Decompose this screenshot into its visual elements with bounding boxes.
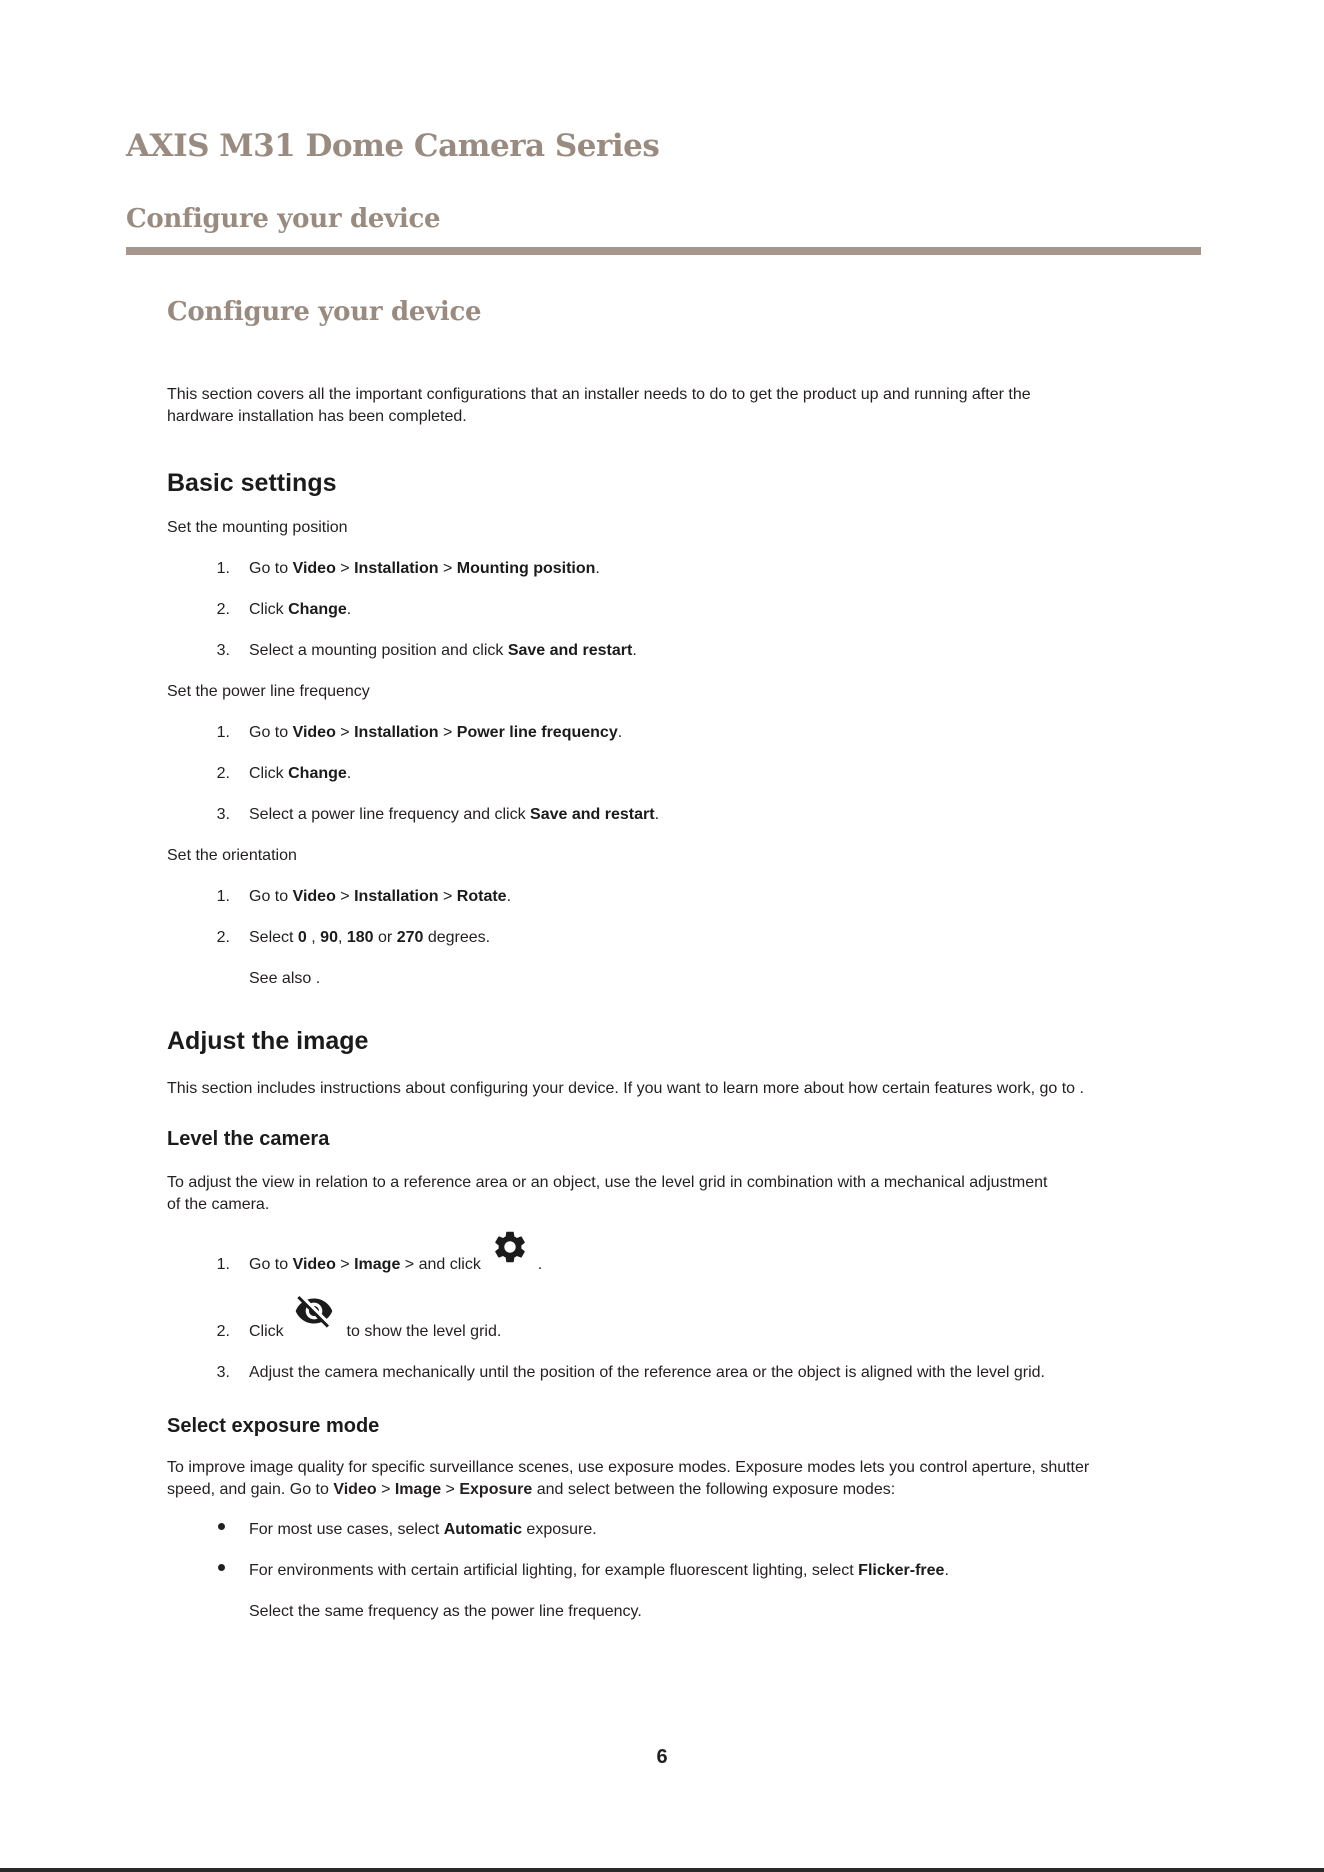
menu-image: Image xyxy=(354,1256,401,1273)
adjust-image-heading: Adjust the image xyxy=(167,1027,369,1055)
degree-270: 270 xyxy=(396,929,424,946)
orientation-step-2: Select 0 , 90, 180 or 270 degrees. xyxy=(249,929,491,946)
menu-image: Image xyxy=(394,1481,442,1498)
degree-90: 90 xyxy=(320,929,338,946)
degree-180: 180 xyxy=(346,929,374,946)
gear-icon xyxy=(491,1228,529,1271)
exposure-bullet-2-note: Select the same frequency as the power line frequency. xyxy=(249,1603,642,1620)
adjust-image-intro: This section includes instructions about configuring your device. If you want to learn more about how certain features work, go to . xyxy=(167,1080,1084,1097)
bullet-dot xyxy=(218,1564,225,1571)
step-number: 2. xyxy=(216,601,230,618)
step-number: 2. xyxy=(216,1323,230,1340)
menu-video: Video xyxy=(292,888,336,905)
automatic-label: Automatic xyxy=(443,1521,522,1538)
section-title: Configure your device xyxy=(167,297,482,327)
section-intro xyxy=(167,384,1207,428)
level-step-3: Adjust the camera mechanically until the position of the reference area or the object is aligned with the level grid. xyxy=(249,1364,1045,1381)
mounting-step-2: Click Change. xyxy=(249,601,352,618)
mounting-position-label: Set the mounting position xyxy=(167,519,348,536)
bullet-dot xyxy=(218,1523,225,1530)
see-also-note: See also . xyxy=(249,970,321,987)
menu-installation: Installation xyxy=(354,560,439,577)
change-label: Change xyxy=(288,765,347,782)
mounting-step-1: Go to Video > Installation > Mounting position. xyxy=(249,560,600,577)
section-intro-line2: hardware installation has been completed. xyxy=(167,408,467,425)
level-camera-intro-line2: of the camera. xyxy=(167,1196,270,1213)
orientation-label: Set the orientation xyxy=(167,847,297,864)
menu-rotate: Rotate xyxy=(456,888,507,905)
basic-settings-heading: Basic settings xyxy=(167,469,337,497)
flicker-free-label: Flicker-free xyxy=(858,1562,945,1579)
orientation-step-1: Go to Video > Installation > Rotate. xyxy=(249,888,512,905)
step-number: 2. xyxy=(216,765,230,782)
menu-power-line-frequency: Power line frequency xyxy=(456,724,618,741)
step-number: 1. xyxy=(216,724,230,741)
section-intro-line1: This section covers all the important configurations that an installer needs to do to get the product up and running after the xyxy=(167,386,1031,403)
power-step-2: Click Change. xyxy=(249,765,352,782)
level-camera-intro xyxy=(167,1172,1207,1216)
menu-video: Video xyxy=(292,724,336,741)
step-number: 2. xyxy=(216,929,230,946)
power-step-1: Go to Video > Installation > Power line frequency. xyxy=(249,724,623,741)
menu-exposure: Exposure xyxy=(459,1481,533,1498)
page-number: 6 xyxy=(656,1746,668,1768)
menu-installation: Installation xyxy=(354,888,439,905)
save-and-restart-label: Save and restart xyxy=(530,806,655,823)
power-line-label: Set the power line frequency xyxy=(167,683,370,700)
mounting-step-3: Select a mounting position and click Save and restart. xyxy=(249,642,637,659)
step-number: 1. xyxy=(216,888,230,905)
level-step-2: Click to show the level grid. xyxy=(249,1323,501,1341)
menu-video: Video xyxy=(292,560,336,577)
page-bottom-border xyxy=(0,1868,1324,1872)
save-and-restart-label: Save and restart xyxy=(507,642,633,659)
exposure-intro-line1: To improve image quality for specific surveillance scenes, use exposure modes. Exposure modes lets you control aperture, shutter xyxy=(167,1459,1090,1476)
step-number: 1. xyxy=(216,560,230,577)
exposure-heading: Select exposure mode xyxy=(167,1415,380,1437)
exposure-bullet-2: For environments with certain artificial lighting, for example fluorescent lighting, select Flicker-free. xyxy=(249,1562,949,1579)
menu-installation: Installation xyxy=(354,724,439,741)
degree-0: 0 xyxy=(297,929,307,946)
step-number: 3. xyxy=(216,642,230,659)
exposure-bullet-1: For most use cases, select Automatic exposure. xyxy=(249,1521,597,1538)
change-label: Change xyxy=(288,601,347,618)
level-camera-intro-line1: To adjust the view in relation to a reference area or an object, use the level grid in combination with a mechanical adjustment xyxy=(167,1174,1048,1191)
chapter-title: Configure your device xyxy=(126,204,441,234)
step-number: 1. xyxy=(216,1256,230,1273)
exposure-intro-line2: speed, and gain. Go to Video > Image > Exposure and select between the following exposure modes: xyxy=(167,1481,896,1498)
exposure-intro xyxy=(167,1457,1207,1501)
level-step-1: Go to Video > Image > and click . xyxy=(249,1256,542,1274)
power-step-3: Select a power line frequency and click Save and restart. xyxy=(249,806,660,823)
menu-mounting-position: Mounting position xyxy=(456,560,596,577)
eye-off-icon xyxy=(292,1291,336,1336)
menu-video: Video xyxy=(333,1481,377,1498)
document-title: AXIS M31 Dome Camera Series xyxy=(126,128,660,164)
step-number: 3. xyxy=(216,806,230,823)
step-number: 3. xyxy=(216,1364,230,1381)
menu-video: Video xyxy=(292,1256,336,1273)
level-camera-heading: Level the camera xyxy=(167,1128,330,1150)
chapter-divider xyxy=(126,247,1201,255)
